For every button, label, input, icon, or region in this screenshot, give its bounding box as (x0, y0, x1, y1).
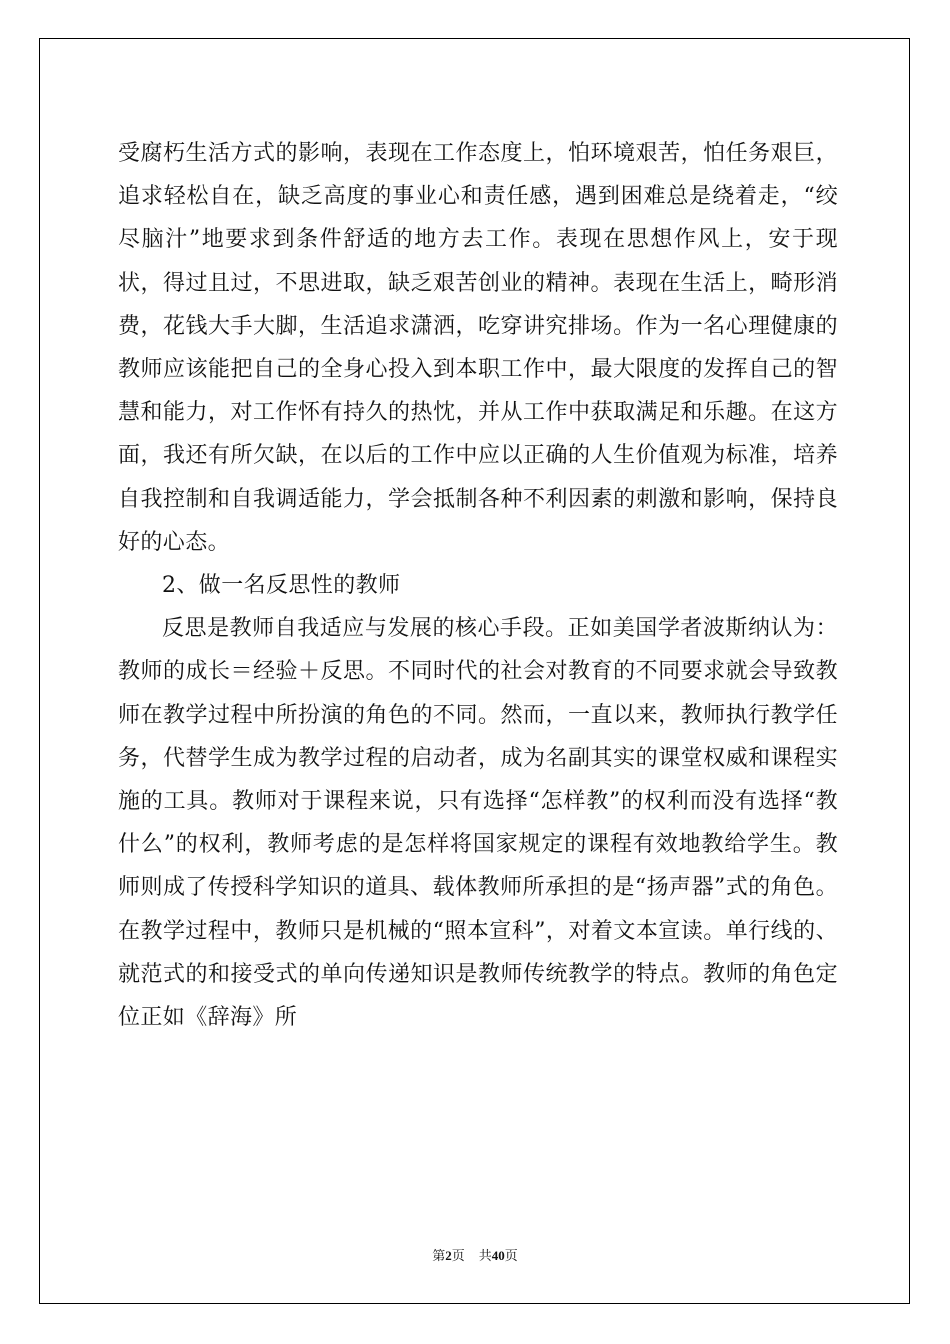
paragraph-reflection: 反思是教师自我适应与发展的核心手段。正如美国学者波斯纳认为：教师的成长＝经验＋反思。不同时代的社会对教育的不同要求就会导致教师在教学过程中所扮演的角色的不同。然而，一直以来，教师执行教学任务，代替学生成为教学过程的启动者，成为名副其实的课堂权威和课程实施的工具。教师对于课程来说，只有选择“怎样教”的权利而没有选择“教什么”的权利，教师考虑的是怎样将国家规定的课程有效地教给学生。教师则成了传授科学知识的道具、载体教师所承担的是“扬声器”式的角色。在教学过程中，教师只是机械的“照本宣科”，对着文本宣读。单行线的、就范式的和接受式的单向传递知识是教师传统教学的特点。教师的角色定位正如《辞海》所 (118, 616, 838, 1031)
section-heading: 2、做一名反思性的教师 (162, 573, 401, 599)
page-prefix: 第 (432, 1248, 446, 1263)
paragraph-continuation: 受腐朽生活方式的影响，表现在工作态度上，怕环境艰苦，怕任务艰巨，追求轻松自在，缺乏高度的事业心和责任感，遇到困难总是绕着走，“绞尽脑汁”地要求到条件舒适的地方去工作。表现在思想作风上，安于现状，得过且过，不思进取，缺乏艰苦创业的精神。表现在生活上，畸形消费，花钱大手大脚，生活追求潇洒，吃穿讲究排场。作为一名心理健康的教师应该能把自己的全身心投入到本职工作中，最大限度的发挥自己的智慧和能力，对工作怀有持久的热忱，并从工作中获取满足和乐趣。在这方面，我还有所欠缺，在以后的工作中应以正确的人生价值观为标准，培养自我控制和自我调适能力，学会抵制各种不利因素的刺激和影响，保持良好的心态。 (118, 141, 838, 555)
total-prefix: 共 (478, 1248, 492, 1263)
total-suffix: 页 (504, 1248, 518, 1263)
page-number: 2 (445, 1248, 452, 1263)
page-suffix: 页 (451, 1248, 465, 1263)
page-footer (0, 1247, 950, 1265)
document-body (118, 132, 838, 1039)
total-pages: 40 (491, 1248, 505, 1263)
